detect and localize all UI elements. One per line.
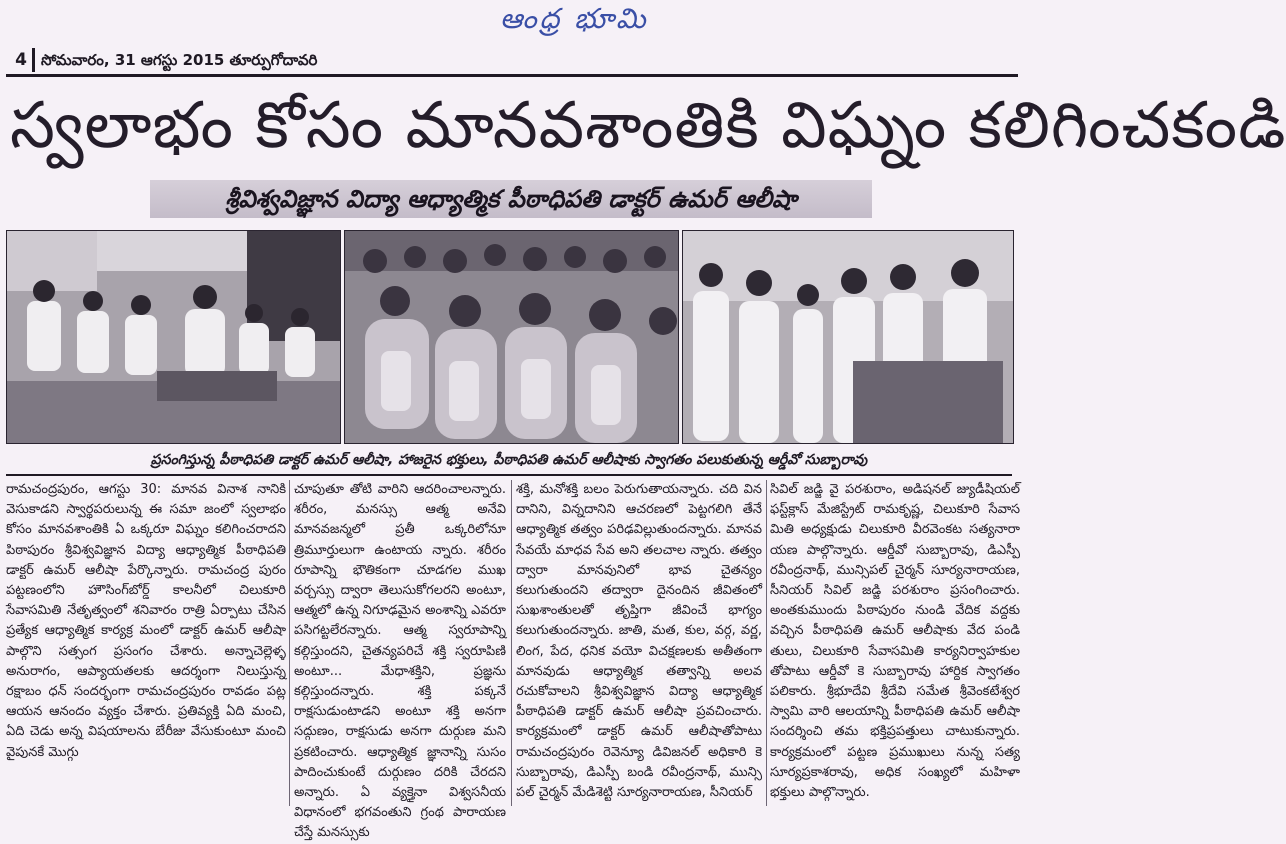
dateline xyxy=(10,48,1010,72)
article-column-1 xyxy=(6,480,286,806)
article-paragraph: సివిల్ జడ్జి వై పరశురాం, అడిషనల్ జ్యుడీషియల్ ఫస్ట్‌క్లాస్ మేజిస్ట్రేట్ రామకృష్ణ, చిలుకూరి సేవాస మితి అధ్యక్షుడు చిలుకూరి వీరవెంకట సత్యనారా యణ పాల్గొన్నారు. ఆర్డీవో సుబ్బారావు, డిఎస్పీ రవీంద్రనాథ్, మున్సిపల్ చైర్మన్ సూర్యనారాయణ, సీనియర్ సివిల్ జడ్జి పరశురాం ప్రసంగించారు. అంతకుముందు పిఠాపురం నుండి వేదిక వద్దకు వచ్చిన పీఠాధిపతి ఉమర్ ఆలీషాకు వేద పండి తులు, చిలుకూరి సేవాసమితి కార్యనిర్వాహకుల తోపాటు ఆర్డీవో కె సుబ్బారావు హార్దిక స్వాగతం పలికారు. శ్రీభూదేవి శ్రీదేవి సమేత శ్రీవెంకటేశ్వర స్వామి వారి ఆలయాన్ని పీఠాధిపతి ఉమర్ ఆలీషా సందర్శించి తమ భక్తిప్రపత్తులు చాటుకున్నారు. కార్యక్రమంలో పట్టణ ప్రముఖులు నున్న సత్య సూర్యప్రకాశరావు, అధిక సంఖ్యలో మహిళా భక్తులు పాల్గొన్నారు. xyxy=(770,482,1020,801)
column-divider xyxy=(511,480,512,806)
column-divider xyxy=(289,480,290,806)
caption-rule xyxy=(6,474,1012,476)
headline: స్వలాభం కోసం మానవశాంతికి విఘ్నం కలిగించకండి xyxy=(10,89,1286,163)
article-column-4 xyxy=(770,480,1020,806)
article-column-3 xyxy=(516,480,762,806)
photo-caption: ప్రసంగిస్తున్న పీఠాధిపతి డాక్టర్ ఉమర్ ఆలీషా, హాజరైన భక్తులు, పీఠాధిపతి ఉమర్ ఆలీషాకు స్వాగతం పలుకుతున్న ఆర్డీవో సుబ్బారావు xyxy=(150,452,868,468)
article-column-2 xyxy=(294,480,506,841)
column-divider xyxy=(766,480,767,806)
article-paragraph: చూపుతూ తోటి వారిని ఆదరించాలన్నారు. శరీరం, మనస్సు ఆత్మ అనేవి మానవజన్మలో ప్రతీ ఒక్కరిలోనూ త్రిమూర్తులుగా ఉంటాయ న్నారు. శరీరం రూపాన్ని భౌతికంగా చూడగల ముఖ వర్చస్సు ద్వారా తెలుసుకోగలరని అంటూ, ఆత్మలో ఉన్న నిగూఢమైన అంశాన్ని ఎవరూ పసిగట్టలేరన్నారు. ఆత్మ స్వరూపాన్ని కల్గిస్తుందని, చైతన్యపరిచే శక్తి స్వరూపిణి అంటూ... మేధాశక్తిని, ప్రజ్ఞను కల్గిస్తుందన్నారు. శక్తి పక్కనే రాక్షసుడుంటాడని అంటూ శక్తి అనగా సద్గుణం, రాక్షసుడు అనగా దుర్గుణ మని ప్రకటించారు. ఆధ్యాత్మిక జ్ఞానాన్ని సుసం పాదించుకుంటే దుర్గుణం దరికి చేరదని అన్నారు. ఏ వ్యక్తైనా విశ్వసనీయ విధానంలో భగవంతుని గ్రంథ పారాయణ చేస్తే మనస్సుకు xyxy=(294,482,506,841)
article-paragraph: శక్తి, మనోశక్తి బలం పెరుగుతాయన్నారు. చది విన దానిని, విన్నదానిని ఆచరణలో పెట్టగలిగి తేనే ఆధ్యాత్మిక తత్వం పరిఢవిల్లుతుందన్నారు. మానవ సేవయే మాధవ సేవ అని తలచాల న్నారు. తత్వం ద్వారా మానవునిలో భావ చైతన్యం కలుగుతుందని తద్వారా దైనందిన జీవితంలో సుఖశాంతులతో తృప్తిగా జీవించే భాగ్యం కలుగుతుందన్నారు. జాతి, మత, కుల, వర్గ, వర్ణ, లింగ, పేద, ధనిక వయో విచక్షణలకు అతీతంగా మానవుడు ఆధ్యాత్మిక తత్వాన్ని అలవ రచుకోవాలని శ్రీవిశ్వవిజ్ఞాన విద్యా ఆధ్యాత్మిక పీఠాధిపతి డాక్టర్ ఉమర్ ఆలీషా ప్రవచించారు. కార్యక్రమంలో డాక్టర్ ఉమర్ ఆలీషాతోపాటు రామచంద్రపురం రెవెన్యూ డివిజనల్ అధికారి కె సుబ్బారావు, డిఎస్పీ బండి రవీంద్రనాథ్, మున్సి పల్ చైర్మన్ మేడిశెట్టి సూర్యనారాయణ, సీనియర్ xyxy=(516,482,762,801)
subheadline: శ్రీవిశ్వవిజ్ఞాన విద్యా ఆధ్యాత్మిక పీఠాధిపతి డాక్టర్ ఉమర్ ఆలీషా xyxy=(150,180,872,218)
photo-speaker-on-stage xyxy=(6,230,341,444)
handwritten-masthead-note: ఆంధ్ర భూమి xyxy=(500,2,649,35)
photo-audience-devotees xyxy=(344,230,679,444)
article-paragraph: రామచంద్రపురం, ఆగస్టు 30: మానవ వినాశ నానికి వెసుకాడని స్వార్థపరులున్న ఈ సమా జంలో స్వలాభం కోసం మానవశాంతికి ఏ ఒక్కరూ విఘ్నం కలిగించరాదని పిఠాపురం శ్రీవిశ్వవిజ్ఞాన విద్యా ఆధ్యాత్మిక పీఠాధిపతి డాక్టర్ ఉమర్ ఆలీషా పేర్కొన్నారు. రామచంద్ర పురం పట్టణంలోని హౌసింగ్‌బోర్డ్ కాలనీలో చిలుకూరి సేవాసమితి నేతృత్వంలో శనివారం రాత్రి ఏర్పాటు చేసిన ప్రత్యేక ఆధ్యాత్మిక కార్యక్ర మంలో డాక్టర్ ఉమర్ ఆలీషా పాల్గొని సత్సంగ ప్రసంగం చేశారు. అన్నాచెల్లెళ్ళ అనురాగం, ఆప్యాయతలకు ఆదర్శంగా నిలుస్తున్న రక్షాబం ధన్ సందర్భంగా రామచంద్రపురం రావడం పట్ల ఆయన ఆనందం వ్యక్తం చేశారు. ప్రతివ్యక్తి ఏది మంచి, ఏది చెడు అన్న విషయాలను బేరీజు వేసుకుంటూ మంచి వైపునకే మొగ్గు xyxy=(6,482,286,760)
dateline-text: సోమవారం, 31 ఆగస్టు 2015 తూర్పుగోదావరి xyxy=(41,51,318,69)
page-number: 4 xyxy=(10,48,35,72)
dateline-rule xyxy=(6,74,1018,77)
photo-welcome-reception xyxy=(682,230,1014,444)
